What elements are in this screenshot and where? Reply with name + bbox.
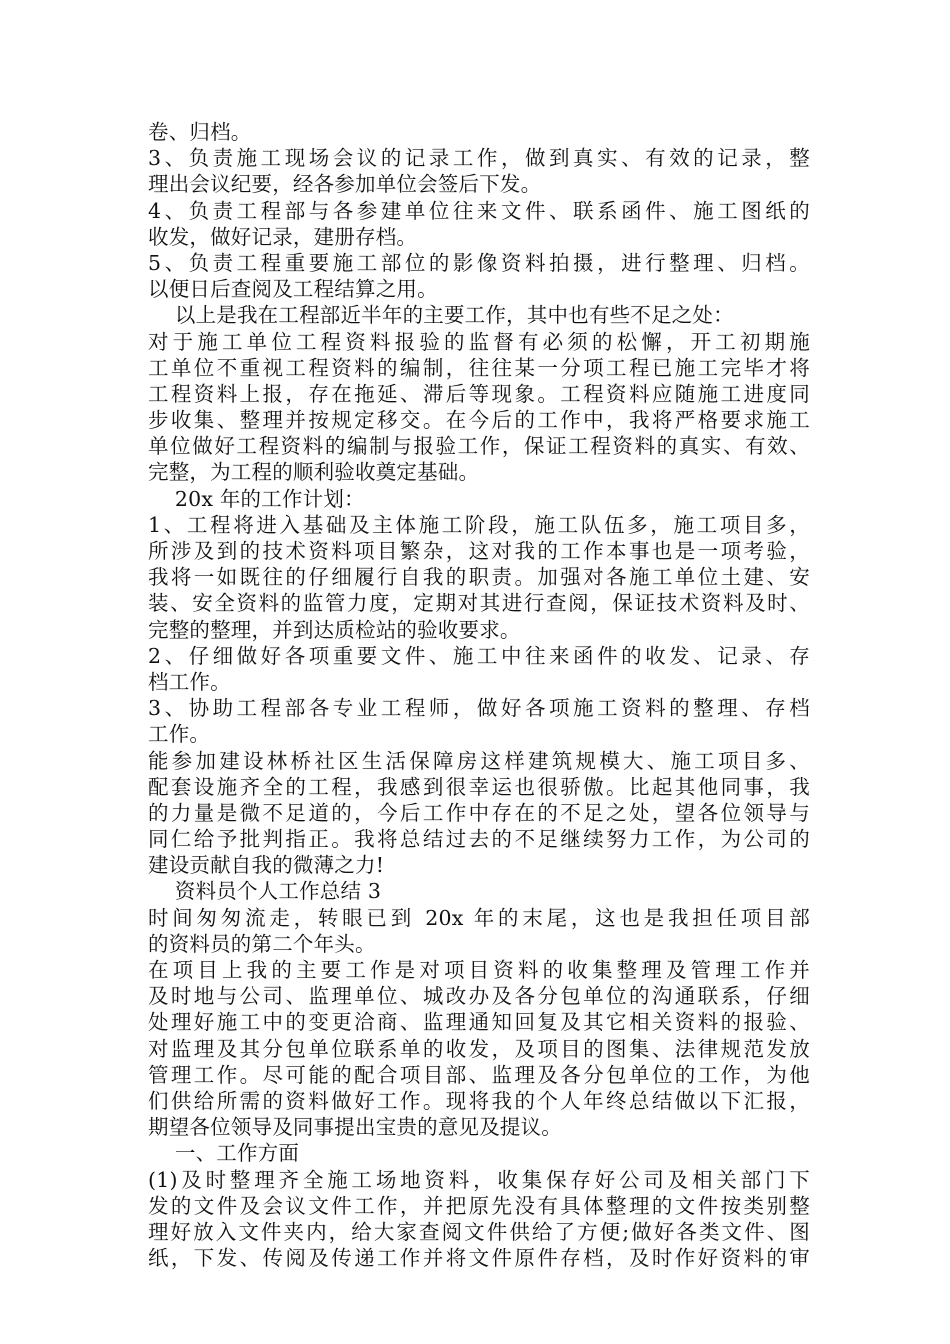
text-line: 对于施工单位工程资料报验的监督有必须的松懈，开工初期施 xyxy=(148,329,810,354)
text-line: 档工作。 xyxy=(148,669,231,694)
text-line: 单位做好工程资料的编制与报验工作，保证工程资料的真实、有效、 xyxy=(148,434,810,459)
text-line: 理出会议纪要，经各参加单位会签后下发。 xyxy=(148,172,542,197)
text-line: 装、安全资料的监管力度，定期对其进行查阅，保证技术资料及时、 xyxy=(148,591,810,616)
text-line: 以上是我在工程部近半年的主要工作，其中也有些不足之处： xyxy=(148,303,734,328)
text-line: 及时地与公司、监理单位、城改办及各分包单位的沟通联系，仔细 xyxy=(148,984,810,1009)
text-line: 们供给所需的资料做好工作。现将我的个人年终总结做以下汇报， xyxy=(148,1088,810,1113)
text-line: 1、工程将进入基础及主体施工阶段，施工队伍多，施工项目多， xyxy=(148,512,810,537)
text-line: 以便日后查阅及工程结算之用。 xyxy=(148,277,438,302)
text-line: 5、负责工程重要施工部位的影像资料拍摄，进行整理、归档。 xyxy=(148,250,810,275)
text-line: 能参加建设林桥社区生活保障房这样建筑规模大、施工项目多、 xyxy=(148,748,810,773)
text-line: 20x 年的工作计划： xyxy=(148,486,365,511)
document-body xyxy=(148,119,810,1271)
text-line: 2、仔细做好各项重要文件、施工中往来函件的收发、记录、存 xyxy=(148,643,810,668)
text-line: 在项目上我的主要工作是对项目资料的收集整理及管理工作并 xyxy=(148,958,810,982)
text-line: 收发，做好记录，建册存档。 xyxy=(148,224,418,249)
text-line: 工程资料上报，存在拖延、滞后等现象。工程资料应随施工进度同 xyxy=(148,381,810,406)
text-line: 工作。 xyxy=(148,722,211,747)
text-line: 的力量是微不足道的，今后工作中存在的不足之处，望各位领导与 xyxy=(148,800,810,825)
text-line: 4、负责工程部与各参建单位往来文件、联系函件、施工图纸的 xyxy=(148,198,810,223)
text-line: 卷、归档。 xyxy=(148,120,252,144)
text-line: 资料员个人工作总结 3 xyxy=(148,879,382,904)
text-line: 工单位不重视工程资料的编制，往往某一分项工程已施工完毕才将 xyxy=(148,355,810,380)
text-line: 3、负责施工现场会议的记录工作，做到真实、有效的记录，整 xyxy=(148,146,810,171)
text-line: 所涉及到的技术资料项目繁杂，这对我的工作本事也是一项考验， xyxy=(148,539,810,563)
text-line: 我将一如既往的仔细履行自我的职责。加强对各施工单位土建、安 xyxy=(148,565,810,590)
text-line: 一、工作方面 xyxy=(148,1141,300,1166)
text-line: (1)及时整理齐全施工场地资料，收集保存好公司及相关部门下 xyxy=(148,1167,810,1192)
text-line: 发的文件及会议文件工作，并把原先没有具体整理的文件按类别整 xyxy=(148,1193,810,1218)
text-line: 管理工作。尽可能的配合项目部、监理及各分包单位的工作，为他 xyxy=(148,1062,810,1087)
text-line: 同仁给予批判指正。我将总结过去的不足继续努力工作，为公司的 xyxy=(148,827,810,852)
text-line: 理好放入文件夹内，给大家查阅文件供给了方便;做好各类文件、图 xyxy=(148,1219,810,1244)
text-line: 纸，下发、传阅及传递工作并将文件原件存档，及时作好资料的审 xyxy=(148,1246,810,1271)
text-line: 期望各位领导及同事提出宝贵的意见及提议。 xyxy=(148,1115,562,1140)
text-line: 完整，为工程的顺利验收奠定基础。 xyxy=(148,460,480,485)
text-line: 处理好施工中的变更洽商、监理通知回复及其它相关资料的报验、 xyxy=(148,1010,810,1035)
text-line: 的资料员的第二个年头。 xyxy=(148,931,376,956)
text-line: 3、协助工程部各专业工程师，做好各项施工资料的整理、存档 xyxy=(148,696,810,721)
text-line: 建设贡献自我的微薄之力! xyxy=(148,853,385,878)
text-line: 时间匆匆流走，转眼已到 20x 年的末尾，这也是我担任项目部 xyxy=(148,905,810,930)
text-line: 配套设施齐全的工程，我感到很幸运也很骄傲。比起其他同事，我 xyxy=(148,774,810,799)
text-line: 步收集、整理并按规定移交。在今后的工作中，我将严格要求施工 xyxy=(148,408,810,433)
text-line: 完整的整理，并到达质检站的验收要求。 xyxy=(148,617,521,642)
text-line: 对监理及其分包单位联系单的收发，及项目的图集、法律规范发放 xyxy=(148,1036,810,1061)
